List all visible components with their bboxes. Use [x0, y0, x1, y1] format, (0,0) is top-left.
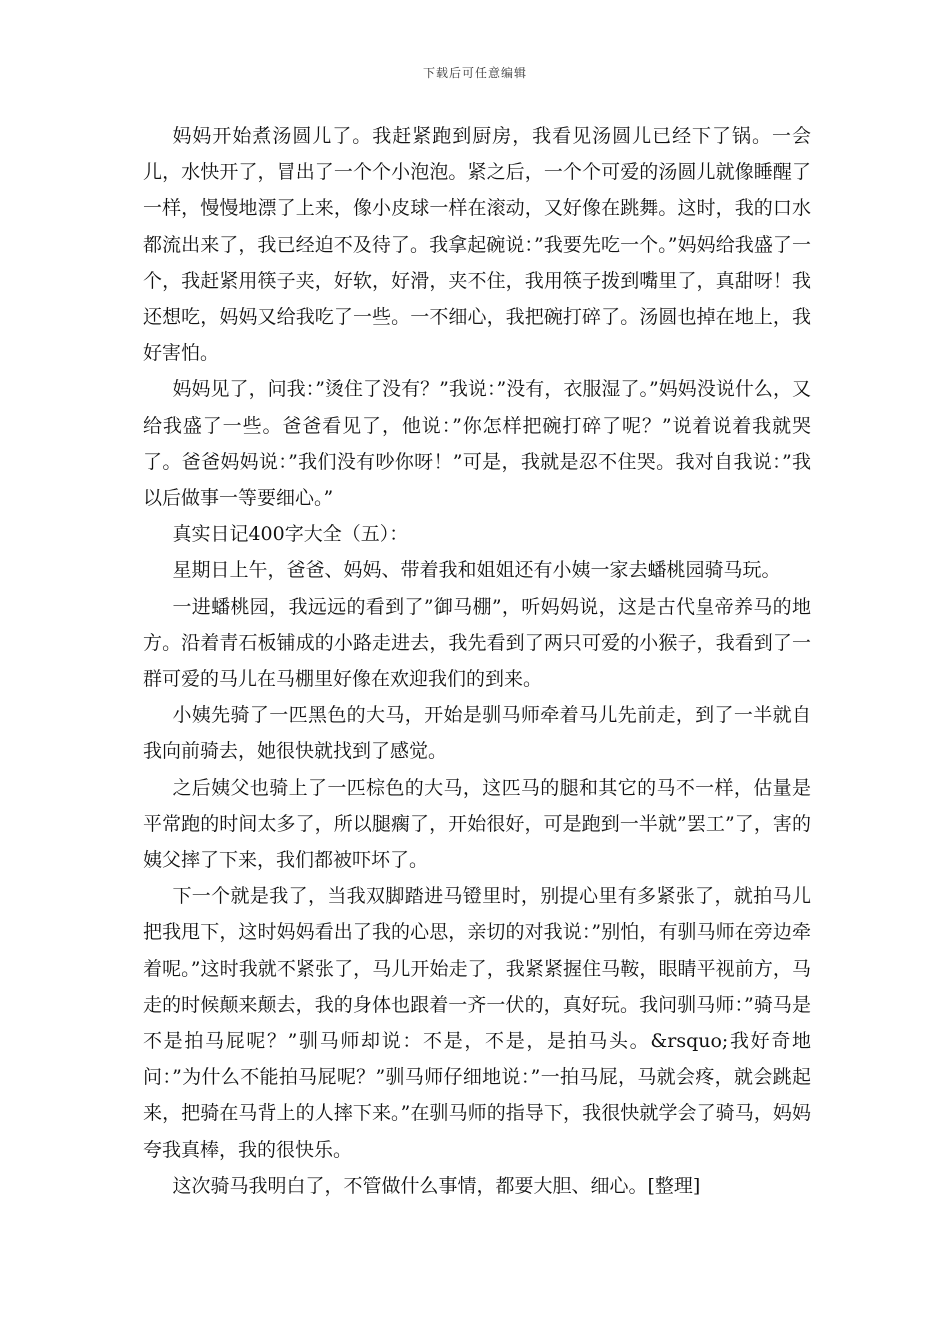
paragraph-2: 妈妈见了，问我：”烫住了没有？”我说：”没有，衣服湿了。”妈妈没说什么，又给我盛了一些。爸爸看见了，他说：”你怎样把碗打碎了呢？”说着说着我就哭了。爸爸妈妈说：”我们没有吵你呀！”可是，我就是忍不住哭。我对自我说：”我以后做事一等要细心。” — [143, 378, 811, 510]
document-body — [143, 118, 811, 1204]
paragraph-6: 之后姨父也骑上了一匹棕色的大马，这匹马的腿和其它的马不一样，估量是平常跑的时间太多了，所以腿瘸了，开始很好，可是跑到一半就”罢工”了，害的姨父摔了下来，我们都被吓坏了。 — [143, 776, 811, 872]
paragraph-5: 小姨先骑了一匹黑色的大马，开始是驯马师牵着马儿先前走，到了一半就自我向前骑去，她很快就找到了感觉。 — [143, 704, 811, 763]
paragraph-4: 一进蟠桃园，我远远的看到了”御马棚”，听妈妈说，这是古代皇帝养马的地方。沿着青石板铺成的小路走进去，我先看到了两只可爱的小猴子，我看到了一群可爱的马儿在马棚里好像在欢迎我们的到来。 — [143, 595, 811, 691]
section-heading: 真实日记400字大全（五）： — [172, 523, 409, 546]
paragraph-3: 星期日上午，爸爸、妈妈、带着我和姐姐还有小姨一家去蟠桃园骑马玩。 — [172, 559, 781, 582]
paragraph-8: 这次骑马我明白了，不管做什么事情，都要大胆、细心。[整理] — [172, 1174, 701, 1197]
page-header: 下载后可任意编辑 — [422, 66, 527, 80]
paragraph-7: 下一个就是我了，当我双脚踏进马镫里时，别提心里有多紧张了，就拍马儿把我甩下，这时妈妈看出了我的心思，亲切的对我说：”别怕，有驯马师在旁边牵着呢。”这时我就不紧张了，马儿开始走了，我紧紧握住马鞍，眼睛平视前方，马走的时候颠来颠去，我的身体也跟着一齐一伏的，真好玩。我问驯马师：”骑马是不是拍马屁呢？”驯马师却说：不是，不是，是拍马头。&rsquo;我好奇地问：”为什么不能拍马屁呢？”驯马师仔细地说：”一拍马屁，马就会疼，就会跳起来，把骑在马背上的人摔下来。”在驯马师的指导下，我很快就学会了骑马，妈妈夸我真棒，我的很快乐。 — [143, 885, 811, 1161]
paragraph-1: 妈妈开始煮汤圆儿了。我赶紧跑到厨房，我看见汤圆儿已经下了锅。一会儿，水快开了，冒出了一个个小泡泡。紧之后，一个个可爱的汤圆儿就像睡醒了一样，慢慢地漂了上来，像小皮球一样在滚动，又好像在跳舞。这时，我的口水都流出来了，我已经迫不及待了。我拿起碗说：”我要先吃一个。”妈妈给我盛了一个，我赶紧用筷子夹，好软，好滑，夹不住，我用筷子拨到嘴里了，真甜呀！我还想吃，妈妈又给我吃了一些。一不细心，我把碗打碎了。汤圆也掉在地上，我好害怕。 — [143, 125, 811, 365]
